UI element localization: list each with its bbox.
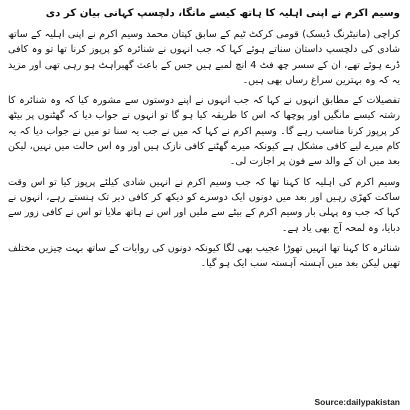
- article-paragraph: کراچی (مانیٹرنگ ڈیسک) قومی کرکٹ ٹیم کے سابق کپتان محمد وسیم اکرم نے اپنی اہلیہ کے ساتھ شادی کی دلچسپ داستان سناتے ہوئے کہا کہ جب انہوں نے شنائرہ کو پرپوز کرنا تھا تو وہ کافی ڈرے ہوئے تھے، ان کے سسر چھ فٹ 4 انچ لمبے ہیں جس کے باعث گھبراہٹ ہو رہی تھی اور مزید یہ کہ وہ بہترین سراغ رساں بھی ہیں۔: [8, 29, 400, 86]
- article-paragraph: تفصیلات کے مطابق انہوں نے کہا کہ جب انہوں نے اپنے دوستوں سے مشورہ کیا کہ وہ شنائرہ کا رشتہ کیسے مانگیں اور پوچھا کہ اس کا طریقہ کیا ہو گا تو انہوں نے جواب دیا کہ گھٹنوں پر بیٹھ کر پرپوز کرنا مناسب رہے گا۔ وسیم اکرم نے کہا کہ میں نے جب یہ سنا تو میں نے جواب دیا کہ یہ کام میرے لیے کافی مشکل ہے کیونکہ میرے گھٹنے کافی نازک ہیں اور وہ اس حالت میں نہیں، لیکن بعد میں ان کے والد سے فون پر اجازت لی۔: [8, 95, 400, 168]
- article-paragraph: وسیم اکرم کی اہلیہ کا کہنا تھا کہ جب وسیم اکرم نے انہیں شادی کیلئے پرپوز کیا تو اس وقت ساکت کھڑی رہیں اور بعد میں دونوں ایک دوسرے کو دیکھ کر کافی دیر تک ہنستے رہے، انہوں نے کہا کہ جب وہ پہلی بار وسیم اکرم کے بیٹے سے ملیں اور اس نے ہاتھ ملایا تو اس نے کافی زور سے دبایا، وہ لمحہ آج بھی یاد ہے۔: [8, 176, 400, 234]
- source-credit: Source:dailypakistan: [314, 397, 400, 407]
- article-headline: وسیم اکرم نے اپنی اہلیہ کا ہاتھ کیسے مانگا، دلچسپ کہانی بیان کر دی: [45, 8, 400, 19]
- article-paragraph: شنائرہ کا کہنا تھا انہیں تھوڑا عجیب بھی لگا کیونکہ دونوں کی روایات کے ساتھ بہت چیزیں مختلف تھیں لیکن بعد میں آہستہ آہستہ سب ایک ہو گیا۔: [8, 242, 400, 270]
